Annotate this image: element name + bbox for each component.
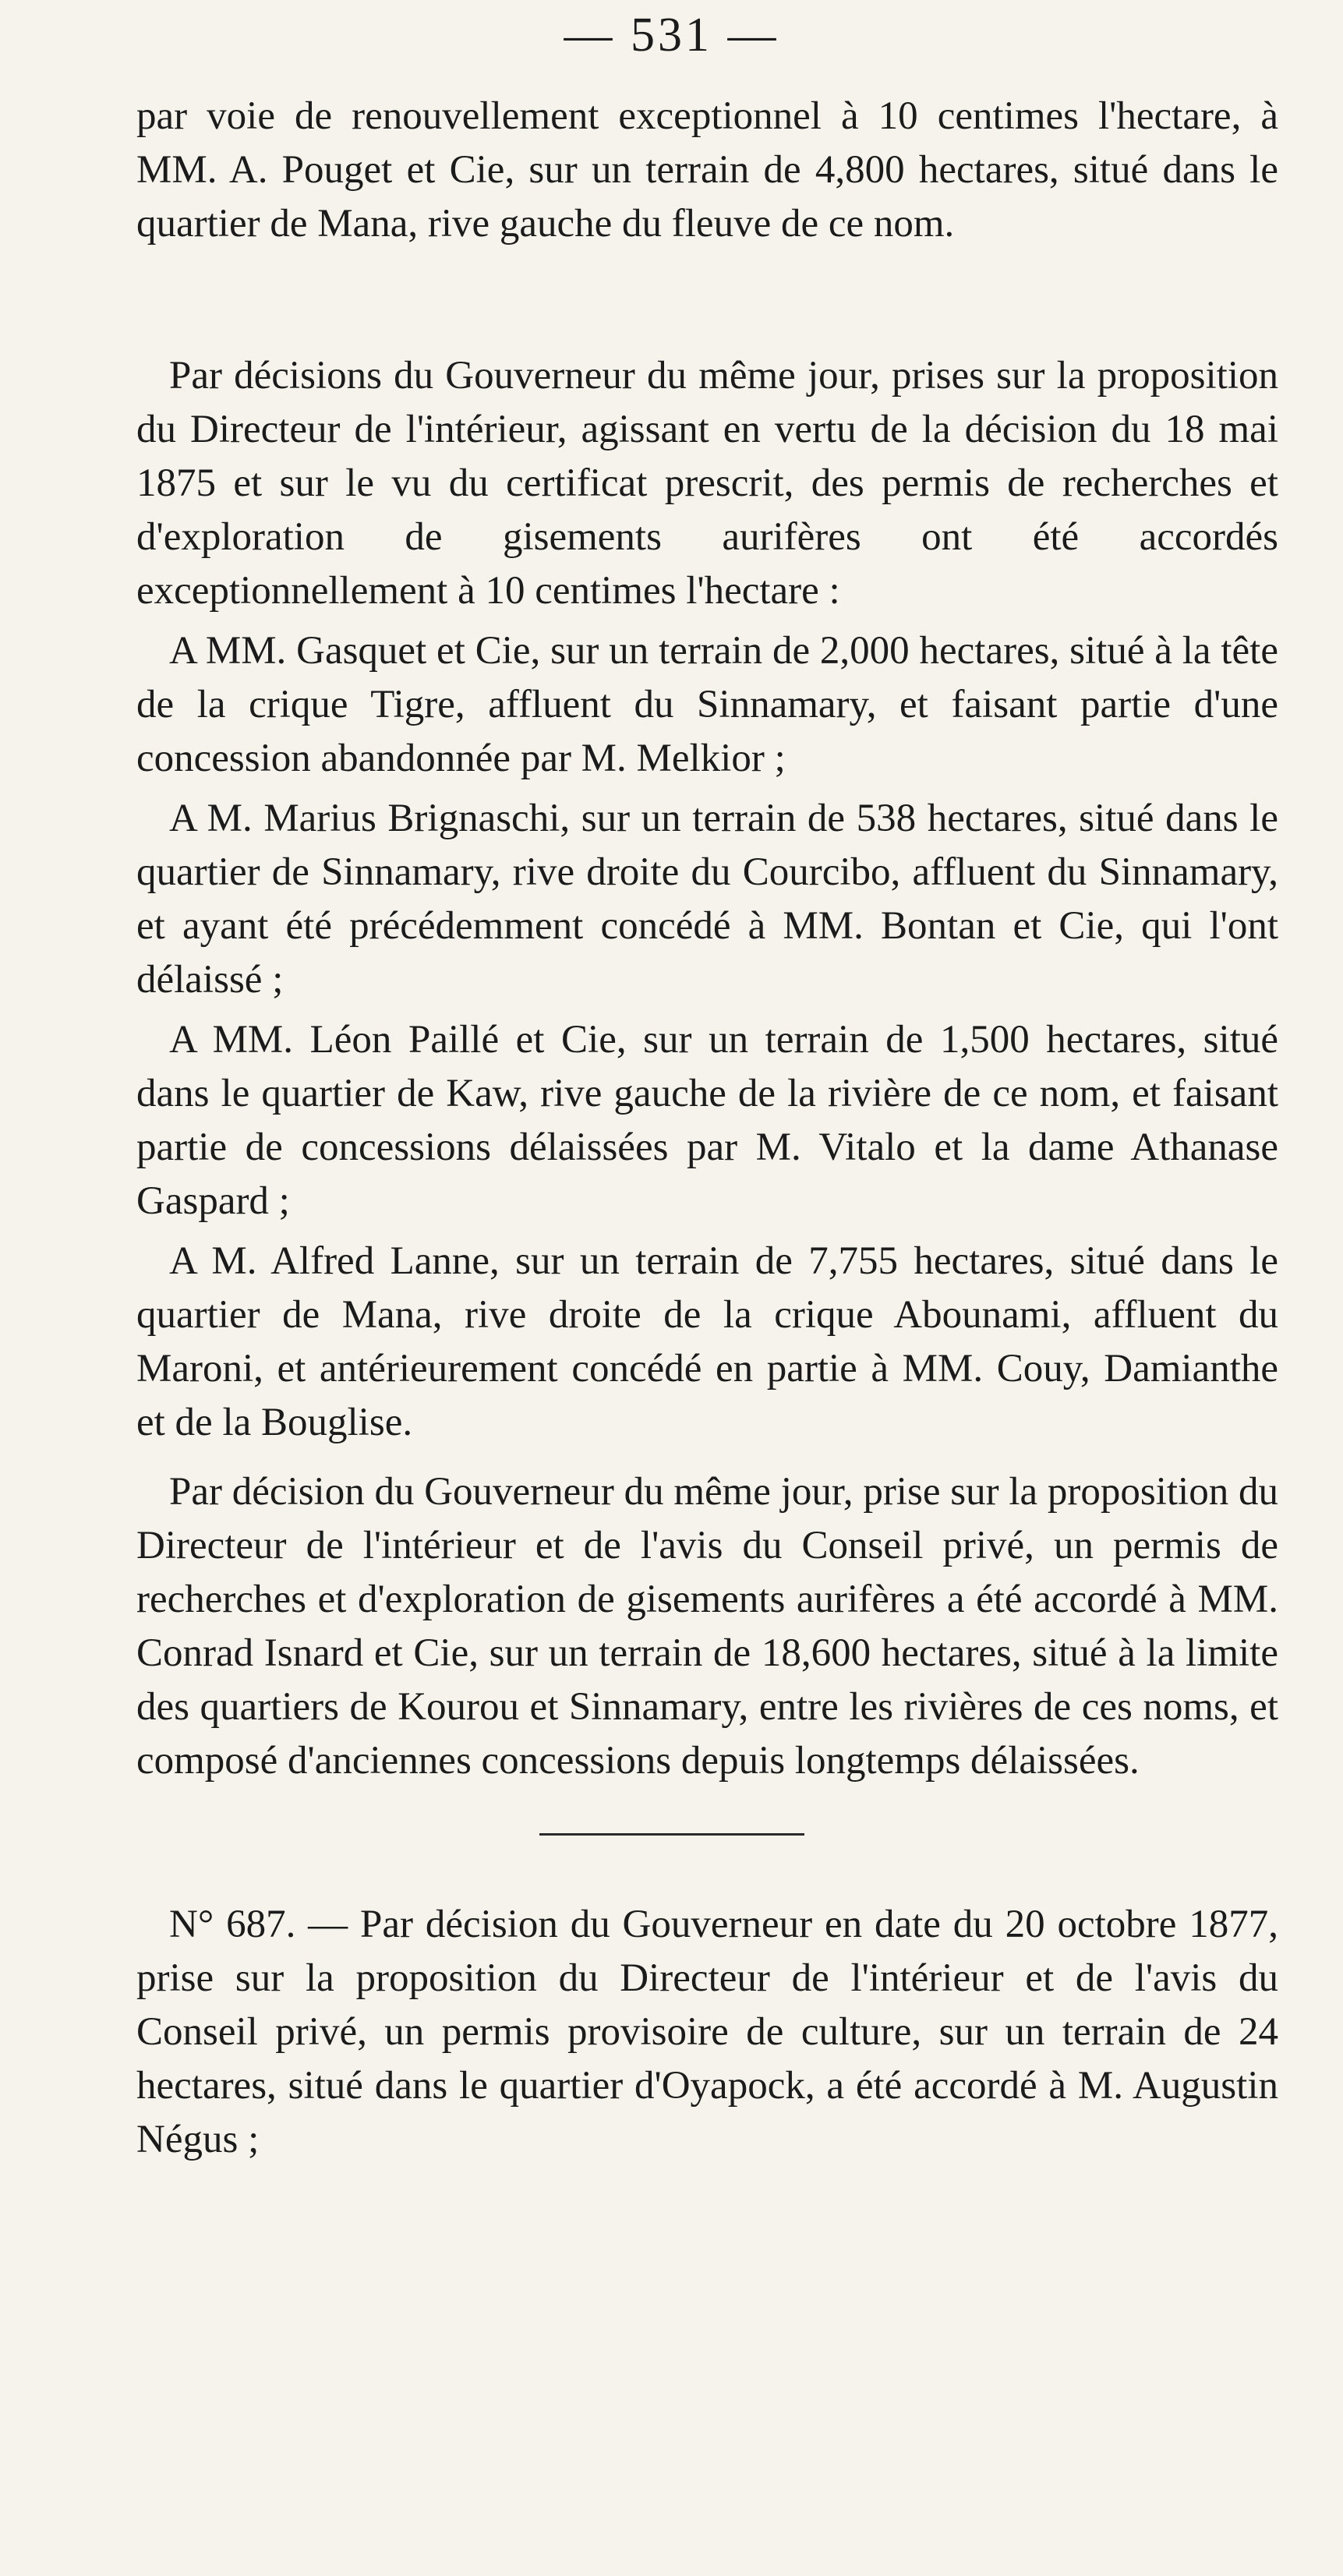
paragraph-decisions-intro: Par décisions du Gouverneur du même jour, prises sur la proposition du Directeur de l'intérieur, agissant en vertu de la décision du 18 mai 1875 et sur le vu du certificat prescrit, des permis de recherches et d'exploration de gisements aurifères ont été accordés exceptionnellement à 10 centimes l'hectare : [136, 354, 1278, 613]
paragraph-lanne: A M. Alfred Lanne, sur un terrain de 7,755 hectares, situé dans le quartier de Mana, rive droite de la crique Abounami, affluent du Maroni, et antérieurement concédé en partie à MM. Couy, Damianthe et de la Bouglise. [136, 1239, 1278, 1444]
paragraph-decision-687: N° 687. — Par décision du Gouverneur en date du 20 octobre 1877, prise sur la proposition du Directeur de l'intérieur et de l'avis du Conseil privé, un permis provisoire de culture, sur un terrain de 24 hectares, situé dans le quartier d'Oyapock, a été accordé à M. Augustin Négus ; [136, 1903, 1278, 2161]
paragraph-renewal: par voie de renouvellement exceptionnel à 10 centimes l'hectare, à MM. A. Pouget et Cie, sur un terrain de 4,800 hectares, situé dans le quartier de Mana, rive gauche du fleuve de ce nom. [136, 94, 1278, 246]
paragraph-gasquet: A MM. Gasquet et Cie, sur un terrain de 2,000 hectares, situé à la tête de la crique Tigre, affluent du Sinnamary, et faisant partie d'une concession abandonnée par M. Melkior ; [136, 629, 1278, 780]
paragraph-isnard: Par décision du Gouverneur du même jour, prise sur la proposition du Directeur de l'intérieur et de l'avis du Conseil privé, un permis de recherches et d'exploration de gisements aurifères a été accordé à MM. Conrad Isnard et Cie, sur un terrain de 18,600 hectares, situé à la limite des quartiers de Kourou et Sinnamary, entre les rivières de ces noms, et composé d'anciennes concessions depuis longtemps délaissées. [136, 1470, 1278, 1783]
section-divider [539, 1833, 804, 1836]
text-block-opening [136, 90, 1278, 251]
paragraph-brignaschi: A M. Marius Brignaschi, sur un terrain de 538 hectares, situé dans le quartier de Sinnamary, rive droite du Courcibo, affluent du Sinnamary, et ayant été précédemment concédé à MM. Bontan et Cie, qui l'ont délaissé ; [136, 797, 1278, 1002]
paragraph-paille: A MM. Léon Paillé et Cie, sur un terrain de 1,500 hectares, situé dans le quartier de Kaw, rive gauche de la rivière de ce nom, et faisant partie de concessions délaissées par M. Vitalo et la dame Athanase Gaspard ; [136, 1018, 1278, 1223]
page-number: — 531 — [564, 9, 779, 62]
text-block-687 [136, 1898, 1278, 2167]
text-block-isnard [136, 1465, 1278, 1788]
text-block-decisions [136, 349, 1278, 1450]
